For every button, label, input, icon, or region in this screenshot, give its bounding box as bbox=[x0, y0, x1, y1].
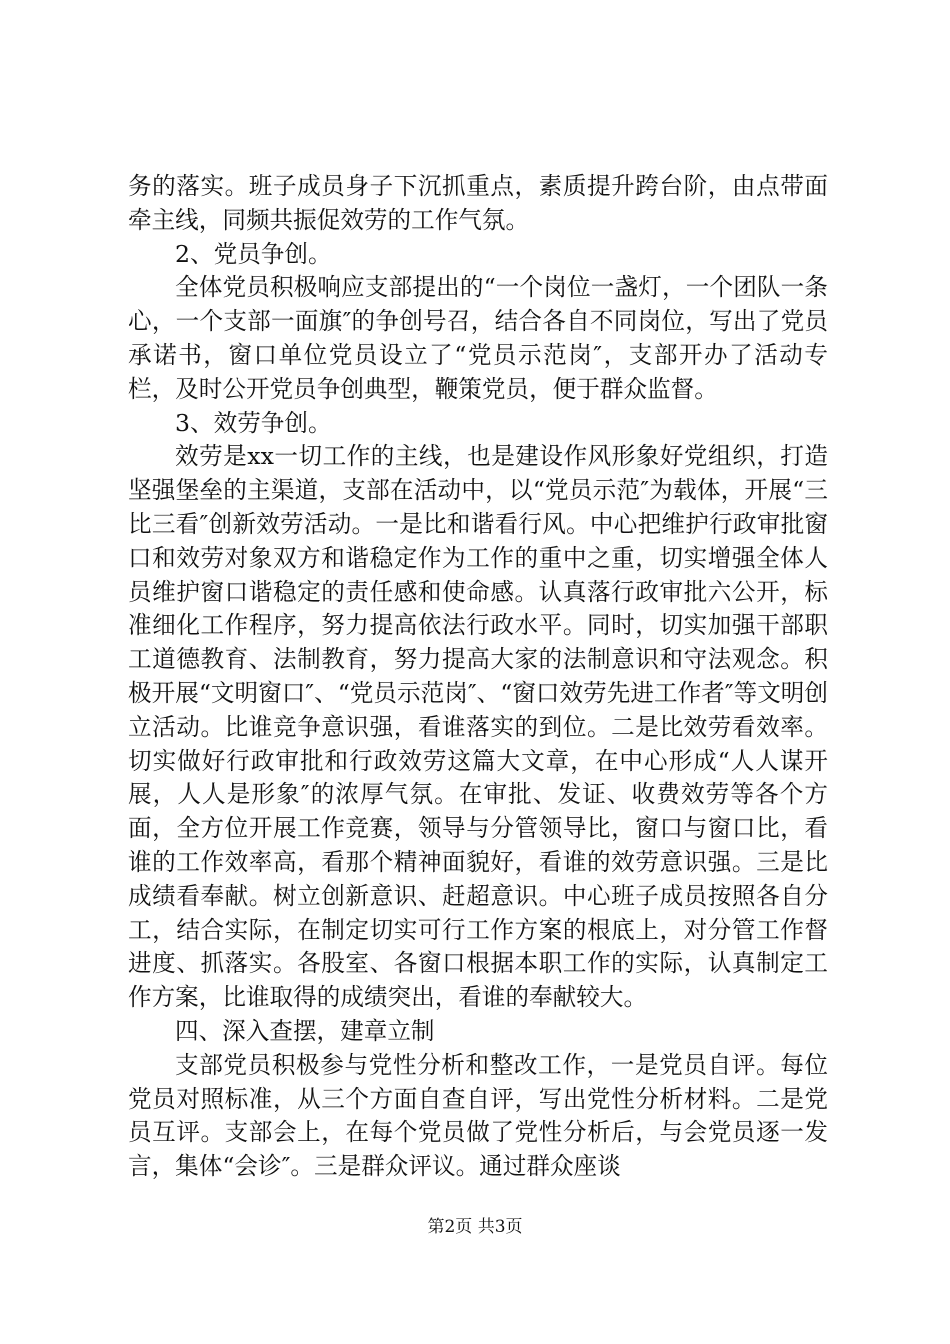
paragraph-5: 效劳是xx一切工作的主线，也是建设作风形象好党组织，打造坚强堡垒的主渠道，支部在活动中，以“党员示范″为载体，开展“三比三看″创新效劳活动。一是比和谐看行风。中心把维护行政审批窗口和效劳对象双方和谐稳定作为工作的重中之重，切实增强全体人员维护窗口谐稳定的责任感和使命感。认真落行政审批六公开，标准细化工作程序，努力提高依法行政水平。同时，切实加强干部职工道德教育、法制教育，努力提高大家的法制意识和守法观念。积极开展“文明窗口″、“党员示范岗″、“窗口效劳先进工作者″等文明创立活动。比谁竞争意识强，看谁落实的到位。二是比效劳看效率。切实做好行政审批和行政效劳这篇大文章，在中心形成“人人谋开展，人人是形象″的浓厚气氛。在审批、发证、收费效劳等各个方面，全方位开展工作竞赛，领导与分管领导比，窗口与窗口比，看谁的工作效率高，看那个精神面貌好，看谁的效劳意识强。三是比成绩看奉献。树立创新意识、赶超意识。中心班子成员按照各自分工，结合实际，在制定切实可行工作方案的根底上，对分管工作督进度、抓落实。各股室、各窗口根据本职工作的实际，认真制定工作方案，比谁取得的成绩突出，看谁的奉献较大。 bbox=[128, 442, 828, 1012]
document-body bbox=[128, 170, 828, 1184]
paragraph-3: 全体党员积极响应支部提出的“一个岗位一盏灯，一个团队一条心，一个支部一面旗″的争创号召，结合各自不同岗位，写出了党员承诺书，窗口单位党员设立了“党员示范岗″，支部开办了活动专栏，及时公开党员争创典型，鞭策党员，便于群众监督。 bbox=[128, 273, 828, 403]
paragraph-4-heading: 3、效劳争创。 bbox=[175, 408, 332, 437]
page-number-footer: 第2页 共3页 bbox=[427, 1217, 523, 1237]
paragraph-6-heading: 四、深入查摆，建章立制 bbox=[175, 1016, 435, 1045]
paragraph-7: 支部党员积极参与党性分析和整改工作，一是党员自评。每位党员对照标准，从三个方面自查自评，写出党性分析材料。二是党员互评。支部会上，在每个党员做了党性分析后，与会党员逐一发言，集体“会诊″。三是群众评议。通过群众座谈 bbox=[128, 1050, 828, 1181]
paragraph-1: 务的落实。班子成员身子下沉抓重点，素质提升跨台阶，由点带面牵主线，同频共振促效劳的工作气氛。 bbox=[128, 172, 828, 234]
paragraph-2-heading: 2、党员争创。 bbox=[175, 239, 332, 268]
